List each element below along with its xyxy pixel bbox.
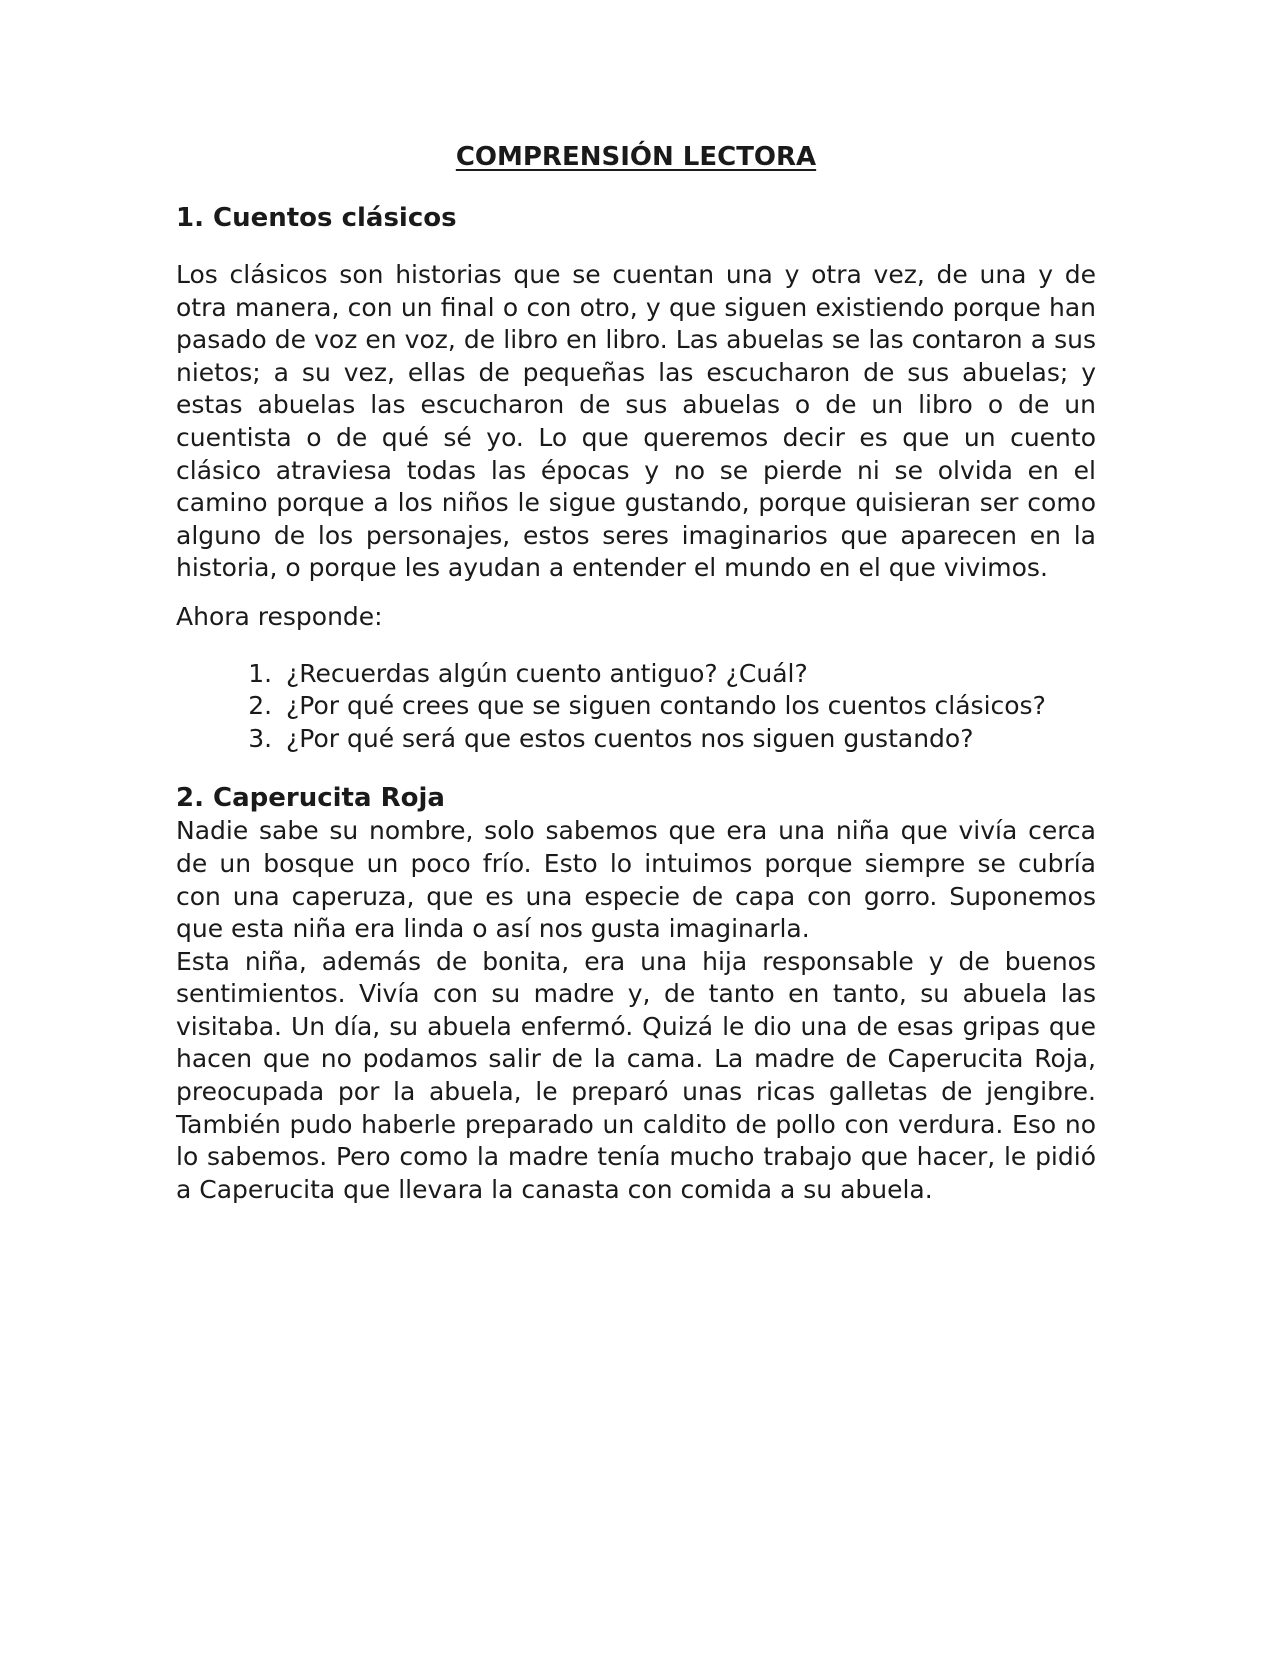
document-page — [176, 140, 1096, 1206]
question-item: 2. ¿Por qué crees que se siguen contando los cuentos clásicos? — [280, 690, 1096, 723]
section-heading-caperucita-roja: 2. Caperucita Roja — [176, 783, 445, 814]
questions-prompt: Ahora responde: — [176, 601, 383, 631]
paragraph-cuentos-clasicos: Los clásicos son historias que se cuentan una y otra vez, de una y de otra manera, con un final o con otro, y que siguen existiendo porque han pasado de voz en voz, de libro en libro. Las abuelas se las contaron a sus nietos; a su vez, ellas de pequeñas las escucharon de sus abuelas; y estas abuelas las escucharon de sus abuelas o de un libro o de un cuentista o de qué sé yo. Lo que queremos decir es que un cuento clásico atraviesa todas las épocas y no se pierde ni se olvida en el camino porque a los niños le sigue gustando, porque quisieran ser como alguno de los personajes, estos seres imaginarios que aparecen en la historia, o porque les ayudan a entender el mundo en el que vivimos. — [176, 260, 1096, 583]
question-item: 1. ¿Recuerdas algún cuento antiguo? ¿Cuál? — [280, 658, 1096, 691]
question-item: 3. ¿Por qué será que estos cuentos nos siguen gustando? — [280, 723, 1096, 756]
paragraph-caperucita-2: Esta niña, además de bonita, era una hija responsable y de buenos sentimientos. Vivía con su madre y, de tanto en tanto, su abuela las visitaba. Un día, su abuela enfermó. Quizá le dio una de esas gripas que hacen que no podamos salir de la cama. La madre de Caperucita Roja, preocupada por la abuela, le preparó unas ricas galletas de jengibre. También pudo haberle preparado un caldito de pollo con verdura. Eso no lo sabemos. Pero como la madre tenía mucho trabajo que hacer, le pidió a Caperucita que llevara la canasta con comida a su abuela. — [176, 946, 1096, 1204]
questions-list — [176, 658, 1096, 756]
paragraph-caperucita-1: Nadie sabe su nombre, solo sabemos que era una niña que vivía cerca de un bosque un poco frío. Esto lo intuimos porque siempre se cubría con una caperuza, que es una especie de capa con gorro. Suponemos que esta niña era linda o así nos gusta imaginarla. — [176, 816, 1096, 944]
section-heading-cuentos-clasicos: 1. Cuentos clásicos — [176, 203, 457, 233]
page-title: COMPRENSIÓN LECTORA — [455, 142, 817, 172]
